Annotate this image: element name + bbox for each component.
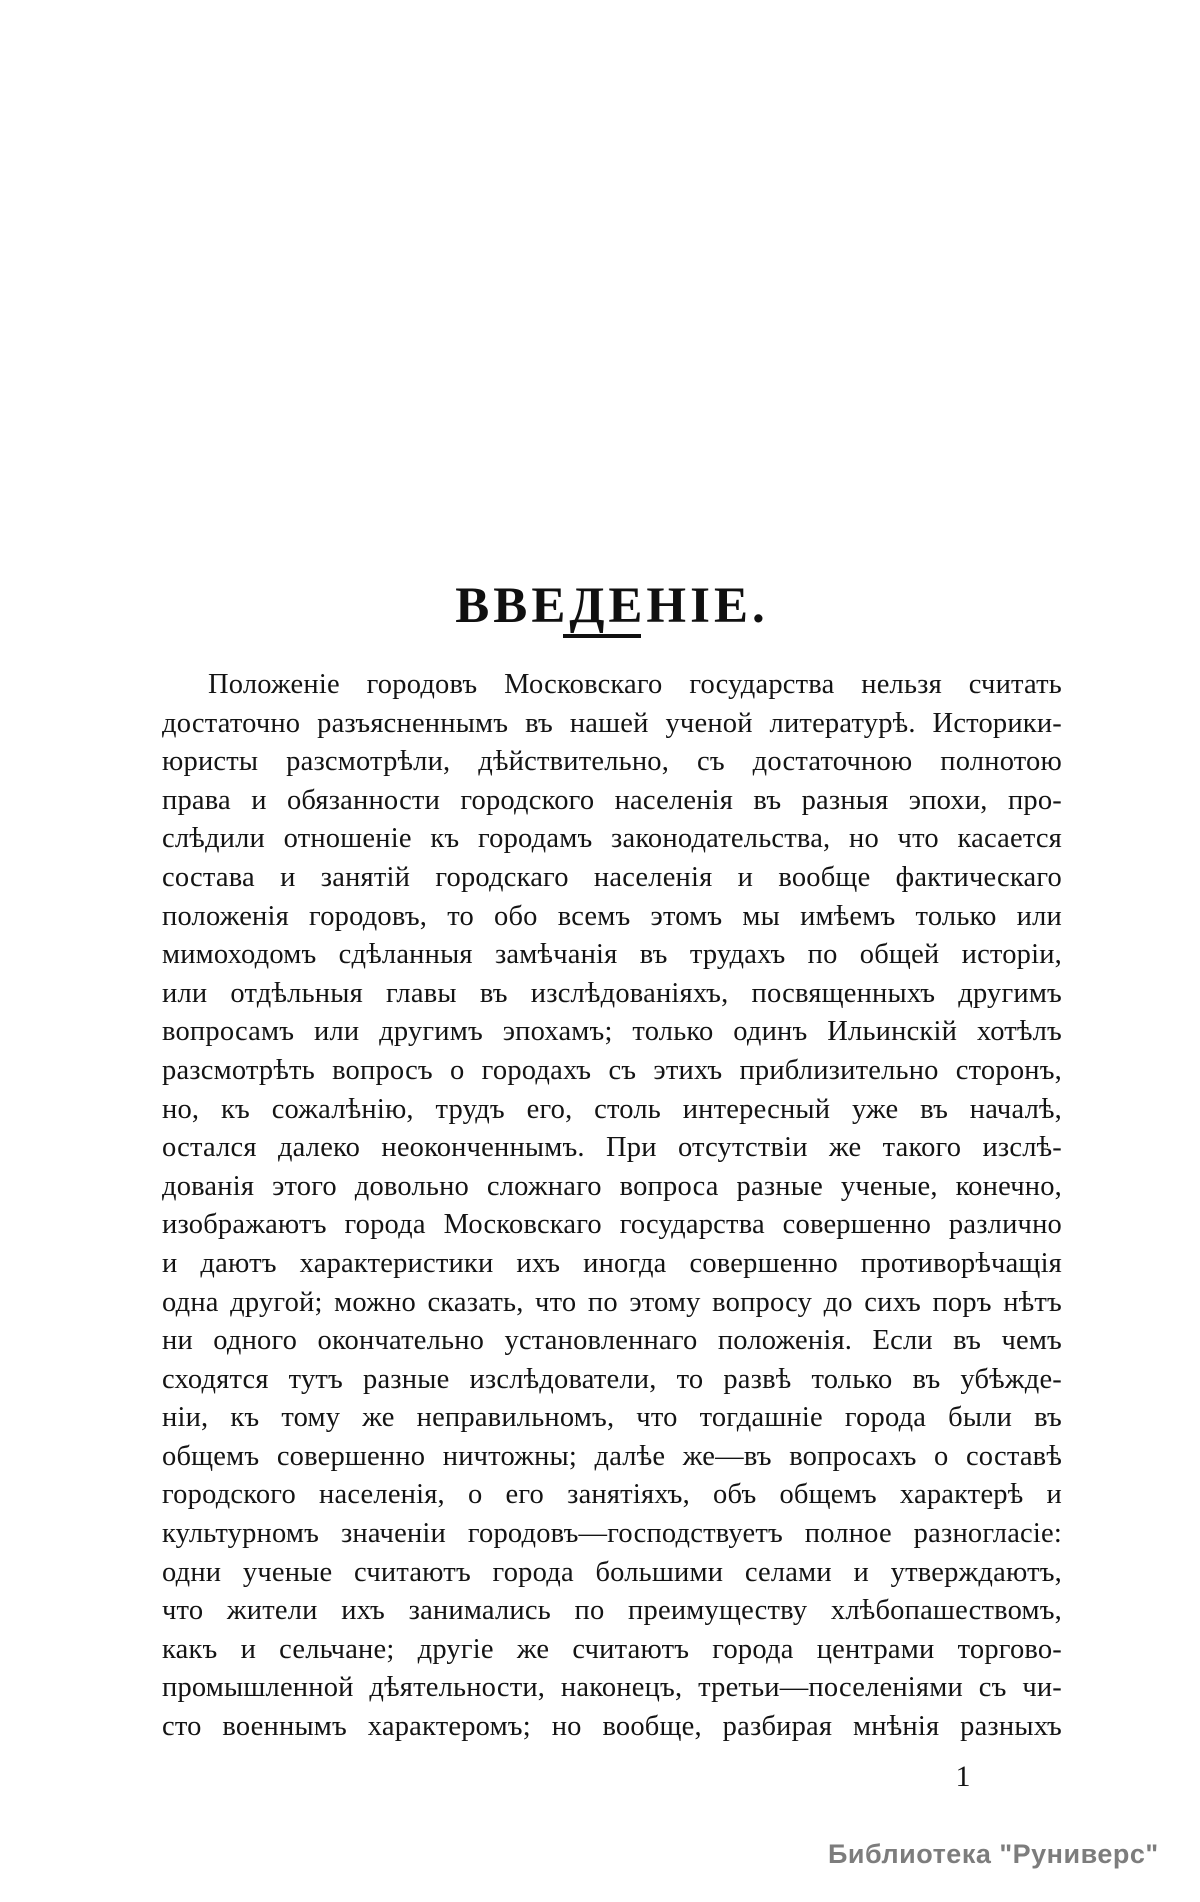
text-line: промышленной дѣятельности, наконецъ, третьи—поселеніями съ чи- [162,1672,1062,1704]
text-line: остался далеко неоконченнымъ. При отсутствіи же такого изслѣ- [162,1132,1062,1164]
text-line: какъ и сельчане; другіе же считаютъ города центрами торгово- [162,1633,1062,1665]
text-line: мимоходомъ сдѣланныя замѣчанія въ трудахъ по общей исторіи, [162,939,1062,971]
text-line: слѣдили отношеніе къ городамъ законодательства, но что касается [162,823,1062,855]
text-line: одни ученые считаютъ города большими селами и утверждаютъ, [162,1556,1062,1588]
text-line: что жители ихъ занимались по преимуществу хлѣбопашествомъ, [162,1595,1062,1627]
text-line: изображаютъ города Московскаго государства совершенно различно [162,1209,1062,1241]
text-line: культурномъ значеніи городовъ—господствуетъ полное разногласіе: [162,1518,1062,1550]
body-paragraph [162,666,1062,1747]
text-line: сходятся тутъ разные изслѣдователи, то развѣ только въ убѣжде- [162,1363,1062,1395]
text-line: юристы разсмотрѣли, дѣйствительно, съ достаточною полнотою [162,746,1062,778]
text-line: достаточно разъясненнымъ въ нашей ученой литературѣ. Историки- [162,707,1062,739]
text-line: положенія городовъ, то обо всемъ этомъ мы имѣемъ только или [162,900,1062,932]
text-line: разсмотрѣть вопросъ о городахъ съ этихъ приблизительно сторонъ, [162,1054,1062,1086]
text-line: ни одного окончательно установленнаго положенія. Если въ чемъ [162,1325,1062,1357]
text-line: ніи, къ тому же неправильномъ, что тогдашніе города были въ [162,1402,1062,1434]
text-line: состава и занятій городскаго населенія и вообще фактическаго [162,861,1062,893]
text-line: и даютъ характеристики ихъ иногда совершенно противорѣчащія [162,1247,1062,1279]
text-line: общемъ совершенно ничтожны; далѣе же—въ вопросахъ о составѣ [162,1440,1062,1472]
text-line: но, къ сожалѣнію, трудъ его, столь интересный уже въ началѣ, [162,1093,1062,1125]
text-line: или отдѣльныя главы въ изслѣдованіяхъ, посвященныхъ другимъ [162,977,1062,1009]
text-line: городского населенія, о его занятіяхъ, объ общемъ характерѣ и [162,1479,1062,1511]
text-line: одна другой; можно сказать, что по этому вопросу до сихъ поръ нѣтъ [162,1286,1062,1318]
page-number: 1 [955,1760,971,1793]
text-line: сто военнымъ характеромъ; но вообще, разбирая мнѣнія разныхъ [162,1711,1062,1743]
page-title: ВВЕДЕНІЕ. [455,578,769,635]
section-divider-rule [563,634,641,638]
text-line: Положеніе городовъ Московскаго государства нельзя считать [208,669,1062,700]
text-line: вопросамъ или другимъ эпохамъ; только одинъ Ильинскій хотѣлъ [162,1016,1062,1048]
library-watermark: Библиотека "Руниверс" [828,1839,1159,1869]
text-line: дованія этого довольно сложнаго вопроса разные ученые, конечно, [162,1170,1062,1202]
text-line: права и обязанности городского населенія въ разныя эпохи, про- [162,784,1062,816]
